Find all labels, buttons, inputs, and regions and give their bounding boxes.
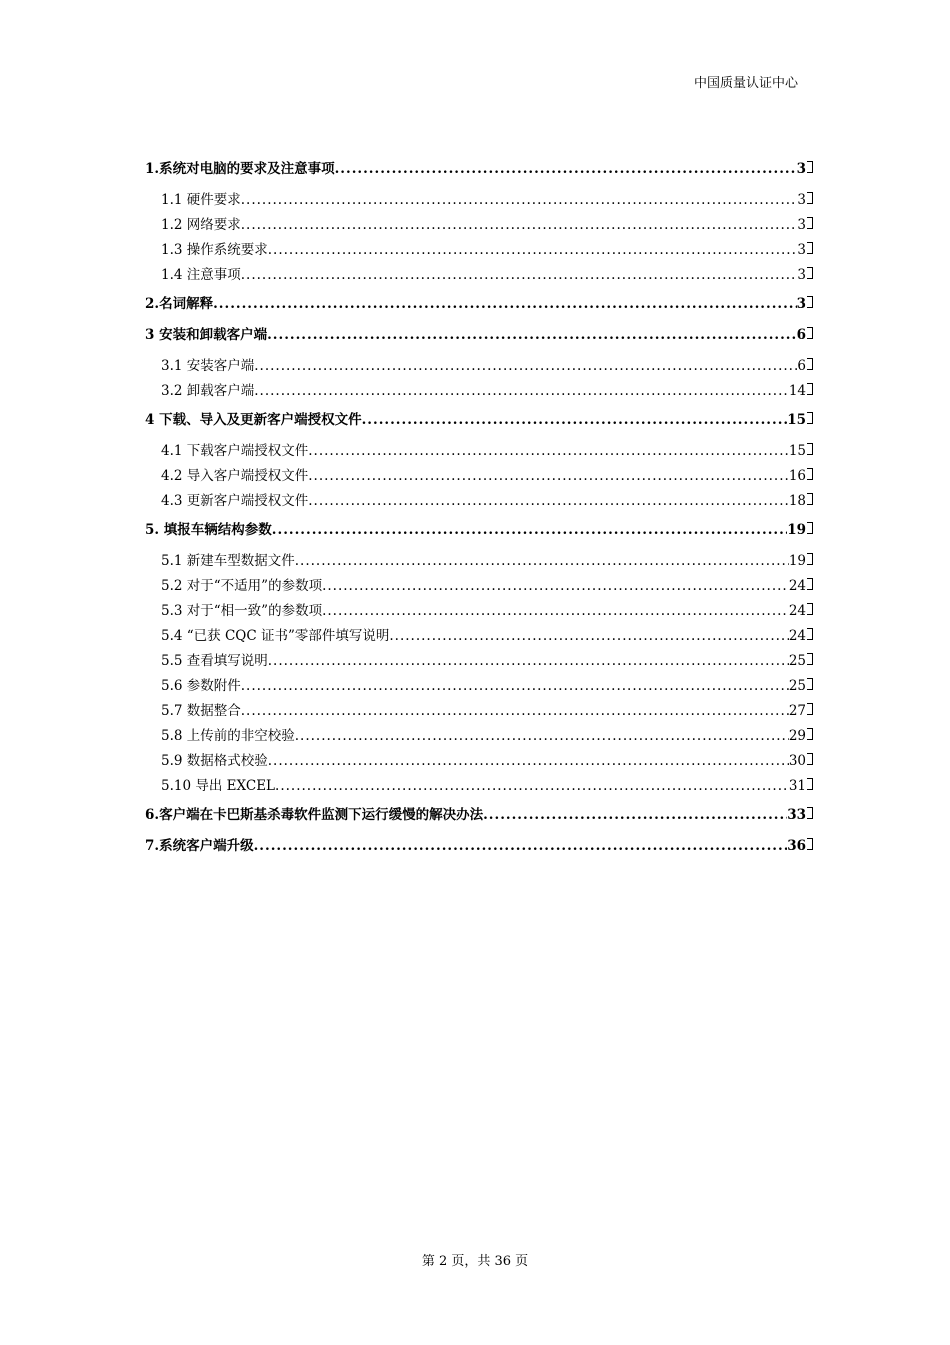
paragraph-mark-icon bbox=[807, 703, 813, 715]
toc-dot-leader bbox=[308, 464, 789, 489]
toc-entry-label: 1.系统对电脑的要求及注意事项 bbox=[145, 161, 335, 177]
toc-subsection-entry[interactable] bbox=[145, 354, 813, 379]
toc-subsection-entry[interactable] bbox=[145, 624, 813, 649]
toc-subsection-entry[interactable] bbox=[145, 489, 813, 514]
toc-dot-leader bbox=[254, 834, 788, 859]
toc-page-number: 15 bbox=[787, 412, 806, 428]
toc-dot-leader bbox=[267, 323, 797, 348]
toc-page-number: 30 bbox=[788, 753, 806, 769]
toc-dot-leader bbox=[272, 518, 787, 543]
toc-subsection-entry[interactable] bbox=[145, 699, 813, 724]
paragraph-mark-icon bbox=[807, 267, 813, 279]
toc-page-number: 16 bbox=[788, 468, 806, 484]
toc-entry-label: 1.1 硬件要求 bbox=[161, 192, 241, 208]
toc-dot-leader bbox=[335, 157, 797, 182]
paragraph-mark-icon bbox=[807, 728, 813, 740]
toc-entry-label: 4.3 更新客户端授权文件 bbox=[161, 493, 309, 509]
paragraph-mark-icon bbox=[807, 578, 813, 590]
toc-dot-leader bbox=[213, 292, 797, 317]
paragraph-mark-icon bbox=[807, 242, 813, 254]
toc-entry-label: 5.7 数据整合 bbox=[161, 703, 241, 719]
toc-dot-leader bbox=[483, 803, 787, 828]
toc-entry-label: 1.3 操作系统要求 bbox=[161, 242, 268, 258]
toc-entry-label: 4.1 下载客户端授权文件 bbox=[161, 443, 309, 459]
toc-page-number: 3 bbox=[796, 161, 806, 177]
toc-page-number: 24 bbox=[788, 628, 806, 644]
toc-entry-label: 5.3 对于“相一致”的参数项 bbox=[161, 603, 323, 619]
toc-entry-label: 5.6 参数附件 bbox=[161, 678, 241, 694]
paragraph-mark-icon bbox=[807, 443, 813, 455]
paragraph-mark-icon bbox=[807, 522, 813, 534]
toc-page-number: 33 bbox=[787, 807, 806, 823]
toc-section-entry[interactable] bbox=[145, 803, 813, 828]
toc-page-number: 25 bbox=[788, 678, 806, 694]
toc-page-number: 14 bbox=[788, 383, 806, 399]
toc-entry-label: 5. 填报车辆结构参数 bbox=[145, 522, 272, 538]
toc-dot-leader bbox=[241, 213, 798, 238]
paragraph-mark-icon bbox=[807, 468, 813, 480]
toc-dot-leader bbox=[254, 379, 789, 404]
paragraph-mark-icon bbox=[807, 553, 813, 565]
toc-page-number: 3 bbox=[797, 267, 806, 283]
toc-page-number: 18 bbox=[788, 493, 806, 509]
toc-page-number: 3 bbox=[797, 242, 806, 258]
toc-dot-leader bbox=[322, 599, 789, 624]
toc-dot-leader bbox=[322, 574, 789, 599]
toc-page-number: 36 bbox=[787, 838, 806, 854]
paragraph-mark-icon bbox=[807, 653, 813, 665]
toc-entry-label: 5.1 新建车型数据文件 bbox=[161, 553, 295, 569]
toc-entry-label: 4.2 导入客户端授权文件 bbox=[161, 468, 309, 484]
toc-page-number: 3 bbox=[797, 217, 806, 233]
paragraph-mark-icon bbox=[807, 217, 813, 229]
paragraph-mark-icon bbox=[807, 296, 813, 308]
toc-subsection-entry[interactable] bbox=[145, 263, 813, 288]
toc-page-number: 3 bbox=[797, 192, 806, 208]
toc-entry-label: 4 下载、导入及更新客户端授权文件 bbox=[145, 412, 362, 428]
paragraph-mark-icon bbox=[807, 807, 813, 819]
toc-dot-leader bbox=[389, 624, 788, 649]
toc-subsection-entry[interactable] bbox=[145, 574, 813, 599]
toc-section-entry[interactable] bbox=[145, 323, 813, 348]
toc-section-entry[interactable] bbox=[145, 408, 813, 433]
toc-section-entry[interactable] bbox=[145, 518, 813, 543]
toc-page-number: 25 bbox=[788, 653, 806, 669]
toc-entry-label: 6.客户端在卡巴斯基杀毒软件监测下运行缓慢的解决办法 bbox=[145, 807, 484, 823]
page-footer: 第 2 页，共 36 页 bbox=[421, 1254, 529, 1269]
toc-entry-label: 1.2 网络要求 bbox=[161, 217, 241, 233]
toc-subsection-entry[interactable] bbox=[145, 238, 813, 263]
paragraph-mark-icon bbox=[807, 161, 813, 173]
toc-entry-label: 5.8 上传前的非空校验 bbox=[161, 728, 295, 744]
paragraph-mark-icon bbox=[807, 412, 813, 424]
toc-entry-label: 1.4 注意事项 bbox=[161, 267, 241, 283]
toc-subsection-entry[interactable] bbox=[145, 464, 813, 489]
toc-dot-leader bbox=[362, 408, 788, 433]
toc-page-number: 27 bbox=[788, 703, 806, 719]
paragraph-mark-icon bbox=[807, 678, 813, 690]
toc-page-number: 19 bbox=[787, 522, 806, 538]
page-header: 中国质量认证中心 bbox=[693, 76, 798, 91]
toc-subsection-entry[interactable] bbox=[145, 649, 813, 674]
paragraph-mark-icon bbox=[807, 383, 813, 395]
toc-dot-leader bbox=[295, 724, 789, 749]
toc-subsection-entry[interactable] bbox=[145, 749, 813, 774]
toc-section-entry[interactable] bbox=[145, 834, 813, 859]
toc-page-number: 15 bbox=[788, 443, 806, 459]
toc-section-entry[interactable] bbox=[145, 157, 813, 182]
toc-entry-label: 5.5 查看填写说明 bbox=[161, 653, 268, 669]
toc-subsection-entry[interactable] bbox=[145, 674, 813, 699]
toc-subsection-entry[interactable] bbox=[145, 213, 813, 238]
paragraph-mark-icon bbox=[807, 358, 813, 370]
toc-entry-label: 5.9 数据格式校验 bbox=[161, 753, 268, 769]
toc-page-number: 3 bbox=[796, 296, 806, 312]
toc-subsection-entry[interactable] bbox=[145, 724, 813, 749]
toc-subsection-entry[interactable] bbox=[145, 439, 813, 464]
toc-entry-label: 7.系统客户端升级 bbox=[145, 838, 254, 854]
toc-subsection-entry[interactable] bbox=[145, 774, 813, 799]
paragraph-mark-icon bbox=[807, 838, 813, 850]
table-of-contents bbox=[145, 153, 813, 865]
toc-page-number: 29 bbox=[788, 728, 806, 744]
toc-page-number: 24 bbox=[788, 578, 806, 594]
toc-page-number: 24 bbox=[788, 603, 806, 619]
toc-entry-label: 5.10 导出 EXCEL bbox=[161, 778, 276, 794]
toc-entry-label: 5.2 对于“不适用”的参数项 bbox=[161, 578, 323, 594]
toc-entry-label: 3.2 卸载客户端 bbox=[161, 383, 255, 399]
toc-dot-leader bbox=[241, 674, 789, 699]
toc-section-entry[interactable] bbox=[145, 292, 813, 317]
toc-dot-leader bbox=[295, 549, 789, 574]
toc-dot-leader bbox=[241, 263, 798, 288]
toc-entry-label: 3.1 安装客户端 bbox=[161, 358, 255, 374]
toc-subsection-entry[interactable] bbox=[145, 188, 813, 213]
toc-subsection-entry[interactable] bbox=[145, 379, 813, 404]
toc-page-number: 6 bbox=[797, 358, 806, 374]
toc-page-number: 19 bbox=[788, 553, 806, 569]
toc-page-number: 6 bbox=[796, 327, 806, 343]
paragraph-mark-icon bbox=[807, 192, 813, 204]
toc-dot-leader bbox=[241, 699, 789, 724]
paragraph-mark-icon bbox=[807, 493, 813, 505]
toc-subsection-entry[interactable] bbox=[145, 599, 813, 624]
toc-entry-label: 5.4 “已获 CQC 证书”零部件填写说明 bbox=[161, 628, 390, 644]
toc-dot-leader bbox=[241, 188, 798, 213]
toc-dot-leader bbox=[275, 774, 789, 799]
toc-dot-leader bbox=[268, 749, 789, 774]
paragraph-mark-icon bbox=[807, 327, 813, 339]
paragraph-mark-icon bbox=[807, 628, 813, 640]
toc-dot-leader bbox=[254, 354, 797, 379]
paragraph-mark-icon bbox=[807, 753, 813, 765]
paragraph-mark-icon bbox=[807, 778, 813, 790]
toc-dot-leader bbox=[308, 489, 789, 514]
paragraph-mark-icon bbox=[807, 603, 813, 615]
toc-dot-leader bbox=[308, 439, 789, 464]
toc-dot-leader bbox=[268, 649, 789, 674]
toc-entry-label: 2.名词解释 bbox=[145, 296, 214, 312]
toc-entry-label: 3 安装和卸载客户端 bbox=[145, 327, 268, 343]
toc-page-number: 31 bbox=[788, 778, 806, 794]
toc-subsection-entry[interactable] bbox=[145, 549, 813, 574]
toc-dot-leader bbox=[268, 238, 798, 263]
